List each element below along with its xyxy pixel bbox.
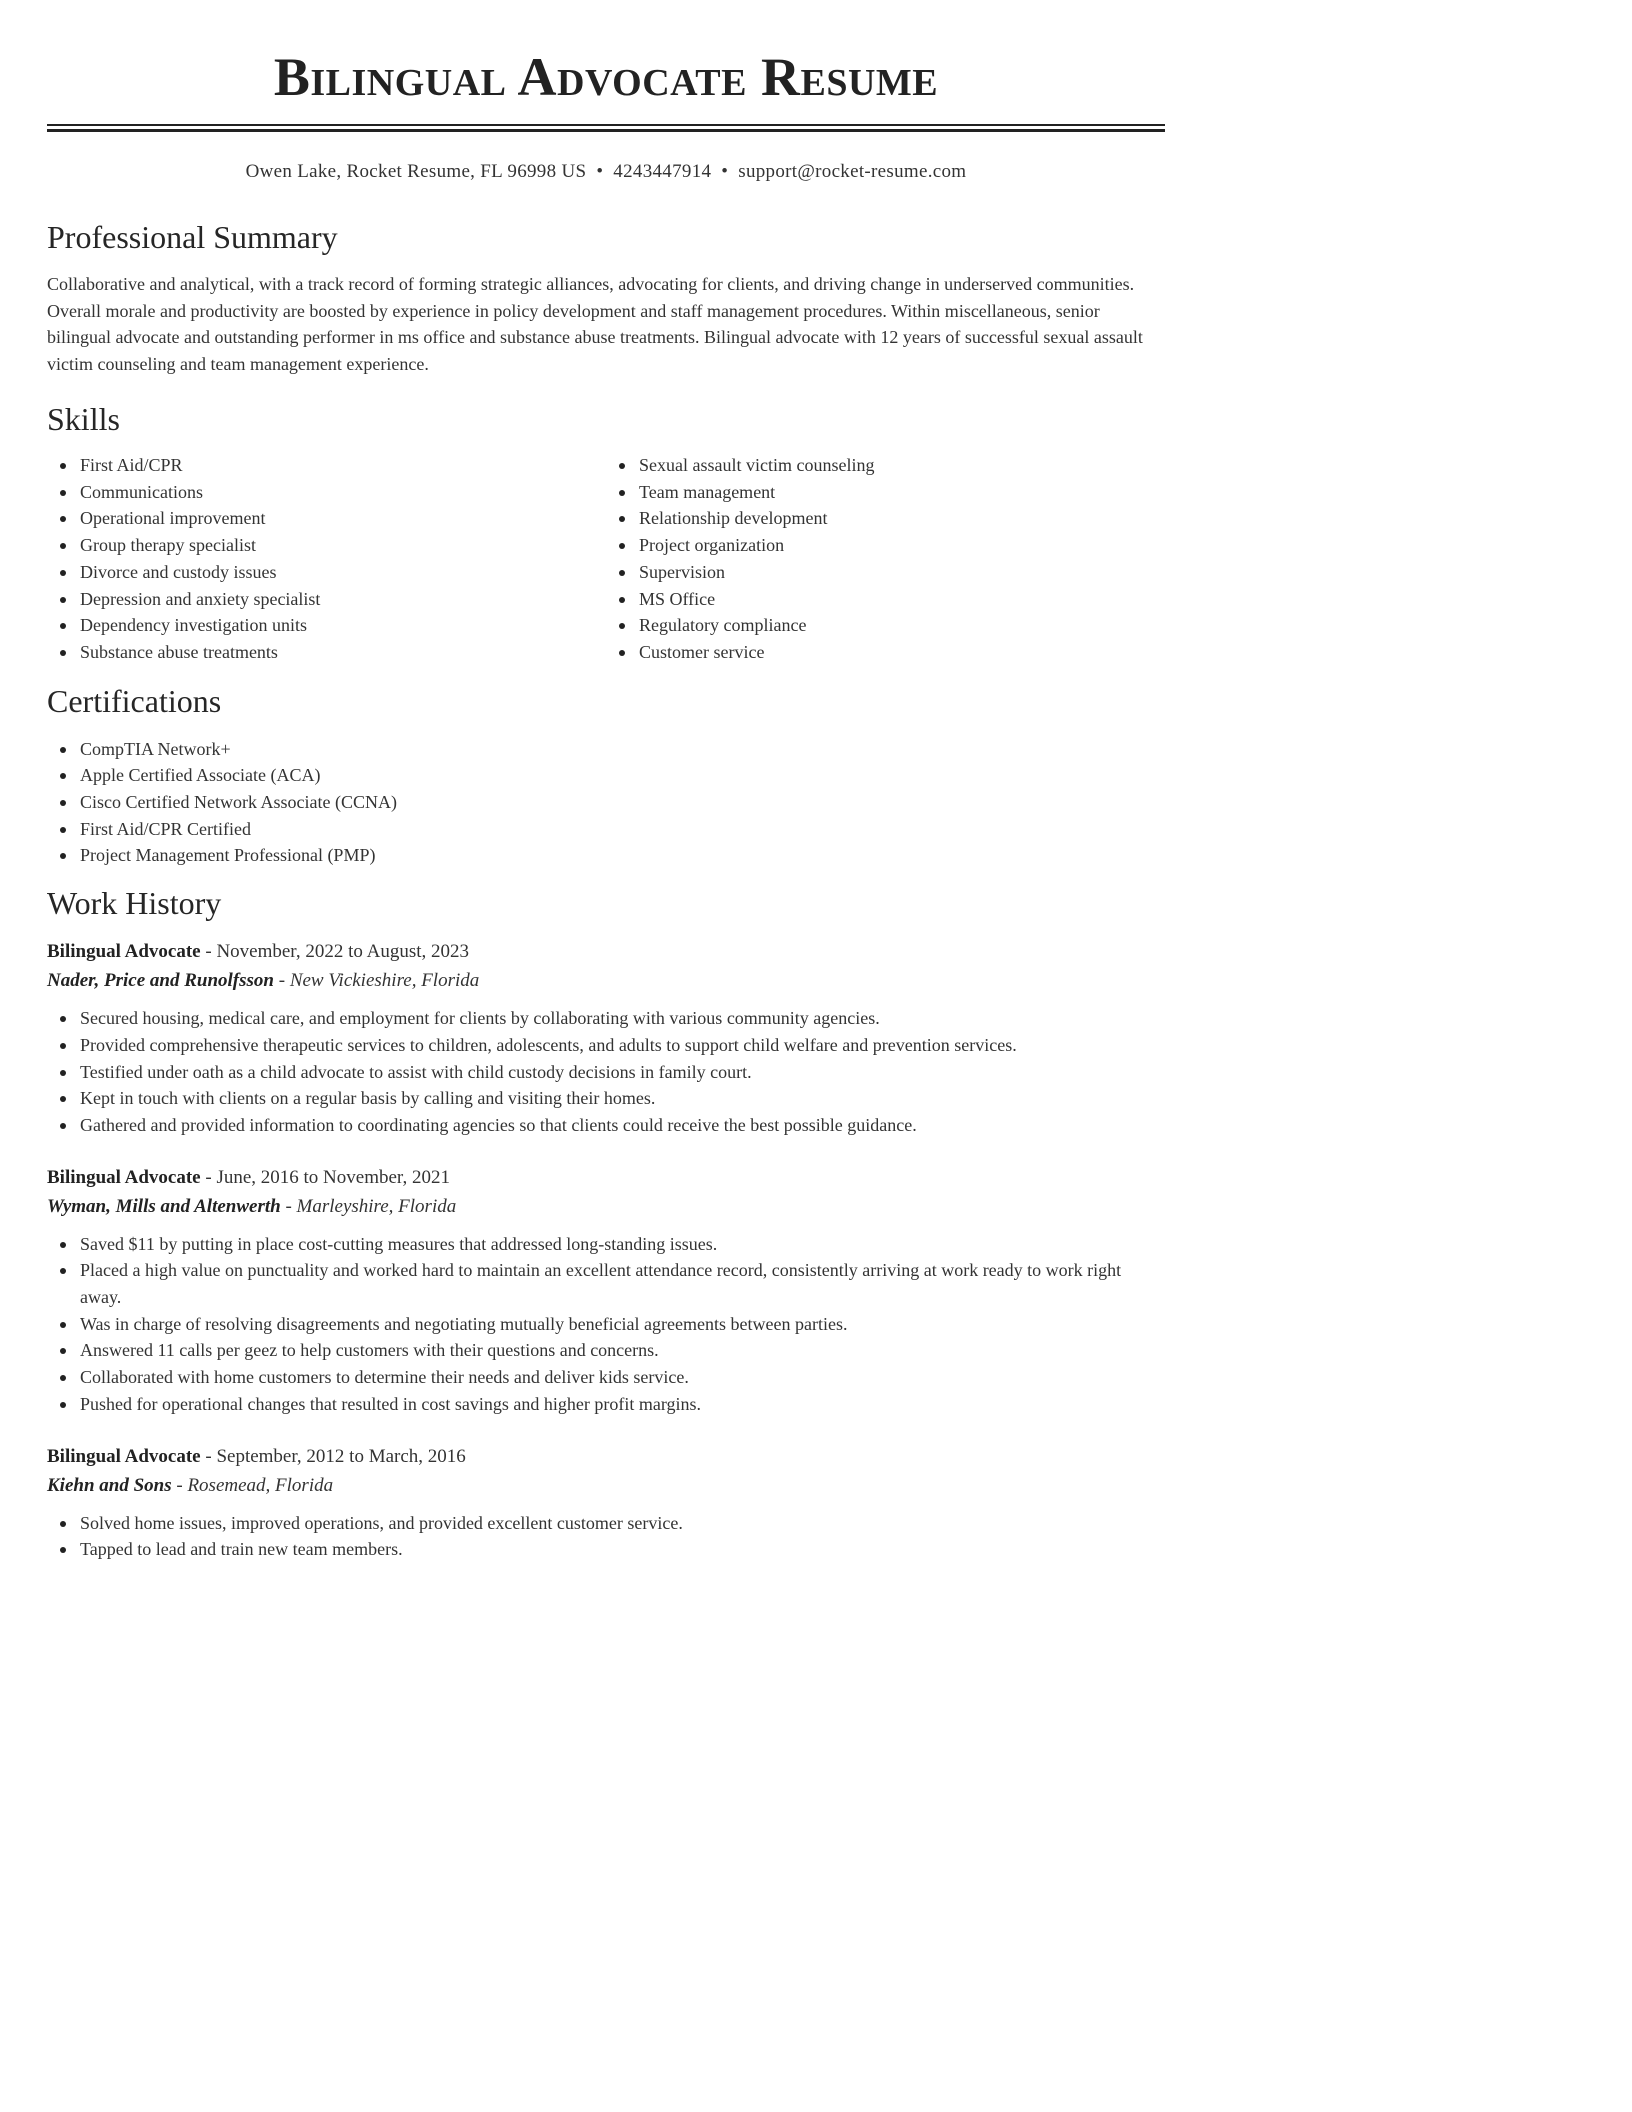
skill-item: MS Office bbox=[639, 586, 1165, 613]
job-entry bbox=[47, 1164, 1165, 1418]
job-bullet: Provided comprehensive therapeutic services to children, adolescents, and adults to support child welfare and prevention services. bbox=[80, 1032, 1165, 1059]
company-line bbox=[47, 966, 1165, 995]
skill-item: Team management bbox=[639, 479, 1165, 506]
job-bullet: Gathered and provided information to coordinating agencies so that clients could receive the best possible guidance. bbox=[80, 1112, 1165, 1139]
skills-list-left bbox=[47, 452, 606, 666]
certification-item: Apple Certified Associate (ACA) bbox=[80, 762, 1165, 789]
job-title: Bilingual Advocate bbox=[47, 1445, 201, 1467]
job-title-line bbox=[47, 1164, 1165, 1192]
skill-item: Operational improvement bbox=[80, 505, 606, 532]
summary-heading: Professional Summary bbox=[47, 219, 338, 255]
skill-item: Substance abuse treatments bbox=[80, 639, 606, 666]
title-divider bbox=[47, 124, 1165, 132]
job-bullet: Pushed for operational changes that resulted in cost savings and higher profit margins. bbox=[80, 1391, 1165, 1418]
skill-item: Customer service bbox=[639, 639, 1165, 666]
job-bullet: Solved home issues, improved operations, and provided excellent customer service. bbox=[80, 1510, 1165, 1537]
skill-item: Sexual assault victim counseling bbox=[639, 452, 1165, 479]
certification-item: Project Management Professional (PMP) bbox=[80, 842, 1165, 869]
job-dates: June, 2016 to November, 2021 bbox=[216, 1166, 450, 1188]
skill-item: Depression and anxiety specialist bbox=[80, 586, 606, 613]
job-title: Bilingual Advocate bbox=[47, 941, 201, 963]
job-bullet: Answered 11 calls per geez to help customers with their questions and concerns. bbox=[80, 1337, 1165, 1364]
job-bullet: Placed a high value on punctuality and worked hard to maintain an excellent attendance record, consistently arriving at work ready to work right away. bbox=[80, 1257, 1165, 1310]
skill-item: Group therapy specialist bbox=[80, 532, 606, 559]
job-dates: November, 2022 to August, 2023 bbox=[216, 941, 469, 963]
certifications-list bbox=[47, 736, 1165, 870]
job-title-line bbox=[47, 1443, 1165, 1471]
job-dash: - bbox=[273, 970, 290, 992]
company-location: Rosemead, Florida bbox=[187, 1474, 334, 1496]
job-dash: - bbox=[280, 1195, 297, 1217]
company-location: Marleyshire, Florida bbox=[296, 1195, 457, 1217]
job-dash: - bbox=[200, 1166, 217, 1188]
job-dash: - bbox=[200, 941, 217, 963]
skill-item: Supervision bbox=[639, 559, 1165, 586]
job-bullet: Collaborated with home customers to determine their needs and deliver kids service. bbox=[80, 1364, 1165, 1391]
contact-separator: • bbox=[596, 161, 604, 182]
job-dash: - bbox=[171, 1474, 188, 1496]
contact-email: support@rocket-resume.com bbox=[738, 161, 967, 182]
job-entry bbox=[47, 938, 1165, 1139]
certification-item: First Aid/CPR Certified bbox=[80, 816, 1165, 843]
job-title: Bilingual Advocate bbox=[47, 1166, 201, 1188]
skill-item: Communications bbox=[80, 479, 606, 506]
job-bullet: Kept in touch with clients on a regular basis by calling and visiting their homes. bbox=[80, 1085, 1165, 1112]
job-bullets bbox=[47, 1510, 1165, 1563]
job-bullet: Saved $11 by putting in place cost-cutting measures that addressed long-standing issues. bbox=[80, 1231, 1165, 1258]
company-line bbox=[47, 1471, 1165, 1500]
skill-item: Dependency investigation units bbox=[80, 612, 606, 639]
company-name: Kiehn and Sons bbox=[47, 1474, 172, 1496]
summary-text: Collaborative and analytical, with a track record of forming strategic alliances, advocating for clients, and driving change in underserved communities. Overall morale and productivity are boosted by experience in policy development and staff management procedures. Within miscellaneous, senior bilingual advocate and outstanding performer in ms office and substance abuse treatments. Bilingual advocate with 12 years of successful sexual assault victim counseling and team management experience. bbox=[47, 274, 1143, 374]
certification-item: CompTIA Network+ bbox=[80, 736, 1165, 763]
job-entry bbox=[47, 1443, 1165, 1563]
company-location: New Vickieshire, Florida bbox=[289, 970, 480, 992]
job-title-line bbox=[47, 938, 1165, 966]
skill-item: First Aid/CPR bbox=[80, 452, 606, 479]
company-line bbox=[47, 1192, 1165, 1221]
job-bullet: Testified under oath as a child advocate to assist with child custody decisions in family court. bbox=[80, 1059, 1165, 1086]
resume-page bbox=[47, 0, 1165, 1563]
job-bullet: Tapped to lead and train new team members. bbox=[80, 1536, 1165, 1563]
resume-title: Bilingual Advocate Resume bbox=[273, 47, 939, 107]
certifications-heading: Certifications bbox=[47, 682, 222, 719]
job-dates: September, 2012 to March, 2016 bbox=[216, 1445, 466, 1467]
company-name: Nader, Price and Runolfsson bbox=[47, 970, 274, 992]
skills-list-right bbox=[606, 452, 1165, 666]
contact-separator: • bbox=[721, 161, 729, 182]
contact-line bbox=[47, 159, 1165, 185]
skills-columns bbox=[47, 452, 1165, 666]
job-bullet: Was in charge of resolving disagreements and negotiating mutually beneficial agreements between parties. bbox=[80, 1311, 1165, 1338]
skill-item: Regulatory compliance bbox=[639, 612, 1165, 639]
work-history-heading: Work History bbox=[47, 885, 222, 922]
skill-item: Divorce and custody issues bbox=[80, 559, 606, 586]
contact-phone: 4243447914 bbox=[613, 161, 712, 182]
skill-item: Project organization bbox=[639, 532, 1165, 559]
job-bullets bbox=[47, 1231, 1165, 1418]
job-dash: - bbox=[200, 1445, 217, 1467]
job-bullet: Secured housing, medical care, and employment for clients by collaborating with various community agencies. bbox=[80, 1005, 1165, 1032]
contact-address: Owen Lake, Rocket Resume, FL 96998 US bbox=[245, 161, 587, 182]
job-bullets bbox=[47, 1005, 1165, 1139]
certification-item: Cisco Certified Network Associate (CCNA) bbox=[80, 789, 1165, 816]
skills-heading: Skills bbox=[47, 401, 120, 437]
company-name: Wyman, Mills and Altenwerth bbox=[47, 1195, 281, 1217]
skill-item: Relationship development bbox=[639, 505, 1165, 532]
